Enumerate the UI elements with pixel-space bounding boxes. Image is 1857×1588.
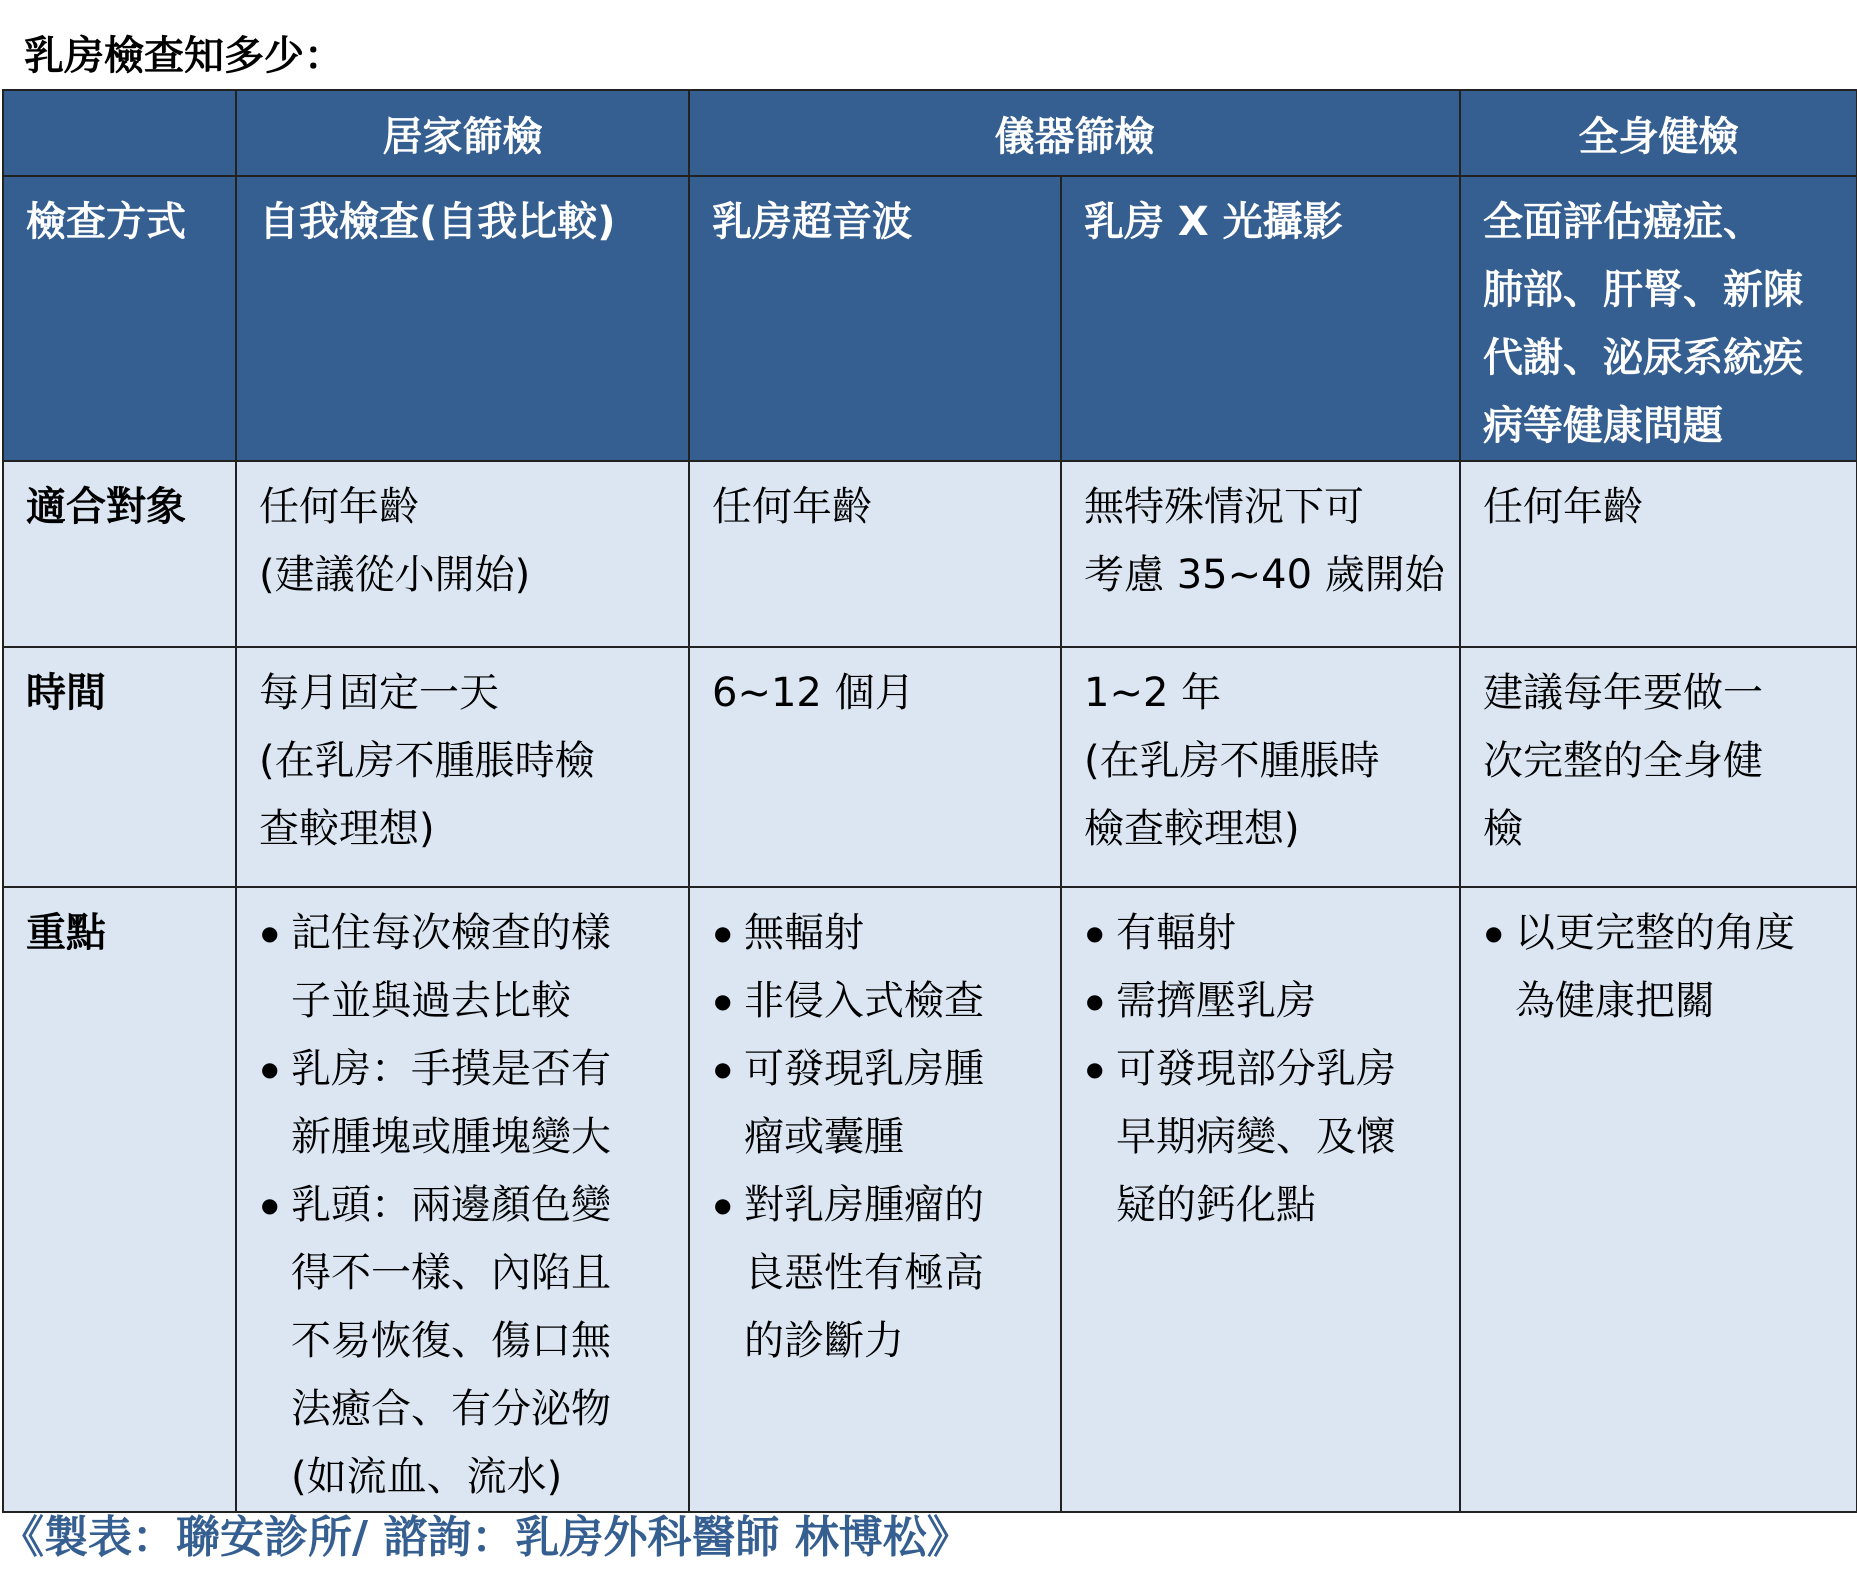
list-item: ● 以更完整的角度 為健康把關 bbox=[1483, 899, 1846, 1035]
target-self-exam: 任何年齡 (建議從小開始) bbox=[236, 461, 689, 647]
list-item: ● 記住每次檢查的樣 子並與過去比較 bbox=[259, 899, 666, 1035]
time-mammography: 1~2 年 (在乳房不腫脹時 檢查較理想) bbox=[1061, 647, 1460, 887]
keypoints-ultrasound bbox=[689, 887, 1061, 1512]
method-label: 檢查方式 bbox=[3, 176, 236, 461]
group-header-row bbox=[3, 90, 1857, 176]
list-item: ● 乳房：手摸是否有 新腫塊或腫塊變大 bbox=[259, 1035, 666, 1171]
keypoints-full-checkup bbox=[1460, 887, 1857, 1512]
list-item: ● 可發現部分乳房 早期病變、及懷 疑的鈣化點 bbox=[1084, 1035, 1437, 1239]
list-item: ● 乳頭：兩邊顏色變 得不一樣、內陷且 不易恢復、傷口無 法癒合、有分泌物 (如流血、流水) bbox=[259, 1171, 666, 1511]
group-home-screening: 居家篩檢 bbox=[236, 90, 689, 176]
breast-exam-table bbox=[2, 89, 1857, 1513]
method-row bbox=[3, 176, 1857, 461]
time-label: 時間 bbox=[3, 647, 236, 887]
list-item: ● 需擠壓乳房 bbox=[1084, 967, 1437, 1035]
time-ultrasound: 6~12 個月 bbox=[689, 647, 1061, 887]
group-instrument-screening: 儀器篩檢 bbox=[689, 90, 1460, 176]
list-item: ● 有輻射 bbox=[1084, 899, 1437, 967]
method-full-checkup: 全面評估癌症、 肺部、肝腎、新陳 代謝、泌尿系統疾 病等健康問題 bbox=[1460, 176, 1857, 461]
target-label: 適合對象 bbox=[3, 461, 236, 647]
list-item: ● 可發現乳房腫 瘤或囊腫 bbox=[712, 1035, 1038, 1171]
time-row bbox=[3, 647, 1857, 887]
method-mammography: 乳房 X 光攝影 bbox=[1061, 176, 1460, 461]
target-mammography: 無特殊情況下可 考慮 35~40 歲開始 bbox=[1061, 461, 1460, 647]
list-item: ● 非侵入式檢查 bbox=[712, 967, 1038, 1035]
source-credit: 《製表：聯安診所/ 諮詢：乳房外科醫師 林博松》 bbox=[0, 1512, 971, 1563]
list-item: ● 對乳房腫瘤的 良惡性有極高 的診斷力 bbox=[712, 1171, 1038, 1375]
method-ultrasound: 乳房超音波 bbox=[689, 176, 1061, 461]
keypoints-row bbox=[3, 887, 1857, 1512]
empty-corner-cell bbox=[3, 90, 236, 176]
target-ultrasound: 任何年齡 bbox=[689, 461, 1061, 647]
keypoints-mammography bbox=[1061, 887, 1460, 1512]
group-full-checkup: 全身健檢 bbox=[1460, 90, 1857, 176]
method-self-exam: 自我檢查(自我比較) bbox=[236, 176, 689, 461]
list-item: ● 無輻射 bbox=[712, 899, 1038, 967]
keypoints-self-exam bbox=[236, 887, 689, 1512]
page-title: 乳房檢查知多少： bbox=[24, 33, 344, 79]
target-full-checkup: 任何年齡 bbox=[1460, 461, 1857, 647]
time-self-exam: 每月固定一天 (在乳房不腫脹時檢 查較理想) bbox=[236, 647, 689, 887]
target-row bbox=[3, 461, 1857, 647]
keypoints-label: 重點 bbox=[3, 887, 236, 1512]
time-full-checkup: 建議每年要做一 次完整的全身健 檢 bbox=[1460, 647, 1857, 887]
